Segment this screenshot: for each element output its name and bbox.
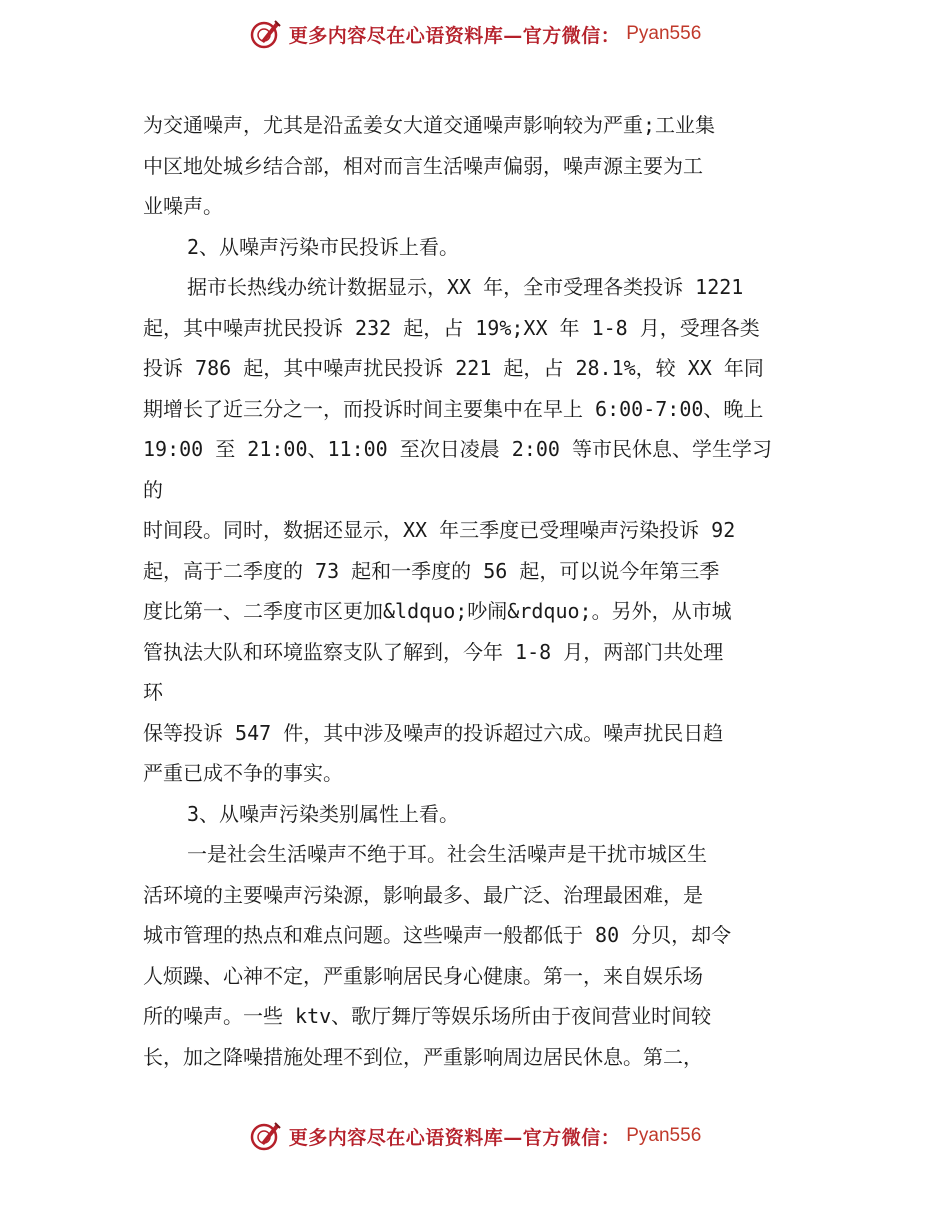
footer-banner bbox=[0, 1116, 950, 1156]
section-heading: 3、从噪声污染类别属性上看。 bbox=[187, 801, 460, 826]
wechat-account: Pyan556 bbox=[626, 23, 702, 44]
text-line: 中区地处城乡结合部，相对而言生活噪声偏弱，噪声源主要为工 bbox=[143, 153, 703, 178]
text-line: 一是社会生活噪声不绝于耳。社会生活噪声是干扰市城区生 bbox=[187, 842, 707, 866]
text-line: 城市管理的热点和难点问题。这些噪声一般都低于 80 分贝，却令 bbox=[143, 923, 732, 947]
header-banner bbox=[0, 14, 950, 54]
text-line: 环 bbox=[143, 680, 163, 704]
text-line: 保等投诉 547 件，其中涉及噪声的投诉超过六成。噪声扰民日趋 bbox=[143, 720, 724, 745]
text-line: 期增长了近三分之一，而投诉时间主要集中在早上 6:00-7:00、晚上 bbox=[143, 396, 764, 421]
text-line: 活环境的主要噪声污染源，影响最多、最广泛、治理最困难，是 bbox=[143, 882, 703, 907]
document-body bbox=[143, 105, 808, 1077]
text-line: 严重已成不争的事实。 bbox=[143, 761, 343, 785]
quill-logo-icon bbox=[249, 1119, 283, 1153]
text-line: 起，高于二季度的 73 起和一季度的 56 起，可以说今年第三季 bbox=[143, 558, 720, 583]
text-line: 度比第一、二季度市区更加&ldquo;吵闹&rdquo;。另外，从市城 bbox=[143, 599, 732, 623]
banner-text: 更多内容尽在心语资料库—官方微信： bbox=[288, 1126, 621, 1149]
banner-text: 更多内容尽在心语资料库—官方微信： bbox=[288, 24, 621, 47]
text-line: 长，加之降噪措施处理不到位，严重影响周边居民休息。第二， bbox=[143, 1044, 703, 1069]
quill-logo-icon bbox=[249, 17, 283, 51]
text-line: 时间段。同时，数据还显示，XX 年三季度已受理噪声污染投诉 92 bbox=[143, 518, 736, 542]
text-line: 为交通噪声，尤其是沿孟姜女大道交通噪声影响较为严重;工业集 bbox=[143, 113, 716, 137]
text-line: 投诉 786 起，其中噪声扰民投诉 221 起，占 28.1%，较 XX 年同 bbox=[143, 356, 764, 380]
text-line: 起，其中噪声扰民投诉 232 起，占 19%;XX 年 1-8 月，受理各类 bbox=[143, 315, 760, 340]
text-line: 据市长热线办统计数据显示，XX 年，全市受理各类投诉 1221 bbox=[187, 275, 744, 299]
wechat-account: Pyan556 bbox=[626, 1125, 702, 1146]
text-line: 业噪声。 bbox=[143, 194, 223, 218]
text-line: 的 bbox=[143, 477, 163, 502]
section-heading: 2、从噪声污染市民投诉上看。 bbox=[187, 234, 460, 259]
text-line: 所的噪声。一些 ktv、歌厅舞厅等娱乐场所由于夜间营业时间较 bbox=[143, 1004, 712, 1028]
text-line: 管执法大队和环境监察支队了解到，今年 1-8 月，两部门共处理 bbox=[143, 639, 724, 664]
text-line: 19:00 至 21:00、11:00 至次日凌晨 2:00 等市民休息、学生学习 bbox=[143, 437, 772, 461]
text-line: 人烦躁、心神不定，严重影响居民身心健康。第一，来自娱乐场 bbox=[143, 963, 703, 988]
